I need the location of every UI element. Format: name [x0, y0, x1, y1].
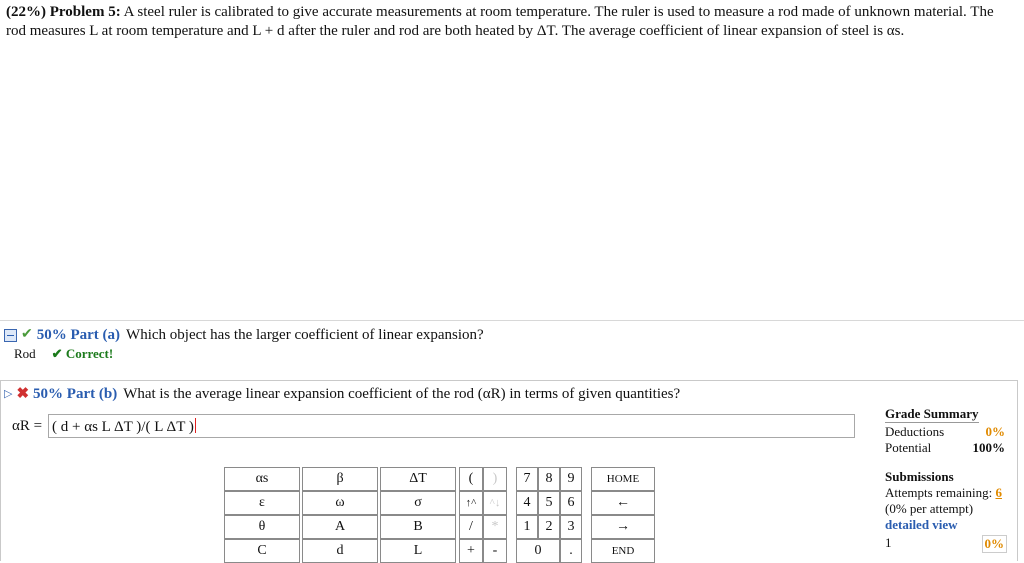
- submission-index: 1: [885, 535, 892, 550]
- key-2[interactable]: 2: [538, 515, 560, 539]
- problem-label: (22%) Problem 5:: [6, 4, 121, 20]
- formula-label: αR =: [12, 418, 43, 434]
- deductions-value: 0%: [985, 424, 1005, 439]
- key-7[interactable]: 7: [516, 467, 538, 491]
- key-beta[interactable]: β: [302, 467, 378, 491]
- attempts-label: Attempts remaining:: [885, 485, 993, 500]
- key-backspace[interactable]: ←: [591, 491, 655, 515]
- key-plus[interactable]: +: [459, 539, 483, 563]
- part-a-answer-row: [14, 346, 113, 362]
- key-5[interactable]: 5: [538, 491, 560, 515]
- key-sigma[interactable]: σ: [380, 491, 456, 515]
- potential-value: 100%: [972, 440, 1005, 455]
- key-multiply[interactable]: *: [483, 515, 507, 539]
- answer-input-text: ( d + αs L ΔT )/( L ΔT ): [52, 419, 194, 435]
- key-8[interactable]: 8: [538, 467, 560, 491]
- per-attempt: (0% per attempt): [885, 501, 974, 516]
- collapse-icon[interactable]: [4, 329, 17, 342]
- key-omega[interactable]: ω: [302, 491, 378, 515]
- expand-arrow-icon[interactable]: ▷: [4, 388, 13, 400]
- key-home[interactable]: HOME: [591, 467, 655, 491]
- detailed-view-link[interactable]: detailed view: [885, 517, 958, 532]
- key-alpha-s[interactable]: αs: [224, 467, 300, 491]
- part-b-header: [4, 385, 680, 403]
- key-d[interactable]: d: [302, 539, 378, 563]
- key-open-paren[interactable]: (: [459, 467, 483, 491]
- key-power-down[interactable]: ^↓: [483, 491, 507, 515]
- deductions-label: Deductions: [885, 424, 945, 439]
- key-b[interactable]: B: [380, 515, 456, 539]
- key-1[interactable]: 1: [516, 515, 538, 539]
- key-minus[interactable]: -: [483, 539, 507, 563]
- submission-score: 0%: [982, 535, 1008, 553]
- key-0[interactable]: 0: [516, 539, 560, 563]
- section-divider: [0, 320, 1024, 321]
- part-a-header: [4, 326, 484, 344]
- problem-text: A steel ruler is calibrated to give accurate measurements at room temperature. The ruler is used to measure a rod made of unknown material. The rod measures L at room temperature and L + d after the ruler and rod are both heated by ΔT. The average coefficient of linear expansion of steel is αs.: [6, 4, 994, 39]
- part-b-panel: [0, 380, 1018, 561]
- part-a-status: ✔ Correct!: [51, 346, 114, 361]
- key-theta[interactable]: θ: [224, 515, 300, 539]
- key-6[interactable]: 6: [560, 491, 582, 515]
- key-epsilon[interactable]: ε: [224, 491, 300, 515]
- key-3[interactable]: 3: [560, 515, 582, 539]
- key-right-arrow[interactable]: →: [591, 515, 655, 539]
- potential-label: Potential: [885, 440, 932, 455]
- submissions-title: Submissions: [885, 469, 954, 484]
- part-b-question: What is the average linear expansion coefficient of the rod (αR) in terms of given quantities?: [123, 386, 681, 402]
- key-c[interactable]: C: [224, 539, 300, 563]
- key-l[interactable]: L: [380, 539, 456, 563]
- text-caret: [195, 418, 196, 433]
- key-9[interactable]: 9: [560, 467, 582, 491]
- key-delta-t[interactable]: ΔT: [380, 467, 456, 491]
- key-decimal[interactable]: .: [560, 539, 582, 563]
- problem-statement: [6, 3, 1006, 41]
- key-close-paren[interactable]: ): [483, 467, 507, 491]
- key-power-up[interactable]: ↑^: [459, 491, 483, 515]
- part-a-answer: Rod: [14, 346, 36, 361]
- part-a-percent: 50% Part (a): [36, 327, 121, 343]
- answer-input[interactable]: [48, 414, 855, 438]
- key-a[interactable]: A: [302, 515, 378, 539]
- submissions-panel: [885, 469, 1007, 553]
- part-a-question: Which object has the larger coefficient of linear expansion?: [126, 327, 484, 343]
- attempts-value: 6: [995, 485, 1002, 500]
- key-4[interactable]: 4: [516, 491, 538, 515]
- grade-summary: [885, 406, 1005, 456]
- check-icon: ✔: [21, 327, 33, 342]
- part-b-percent: 50% Part (b): [33, 386, 118, 402]
- incorrect-icon: ✖: [16, 386, 30, 402]
- grade-summary-title: Grade Summary: [885, 406, 979, 421]
- key-divide[interactable]: /: [459, 515, 483, 539]
- key-end[interactable]: END: [591, 539, 655, 563]
